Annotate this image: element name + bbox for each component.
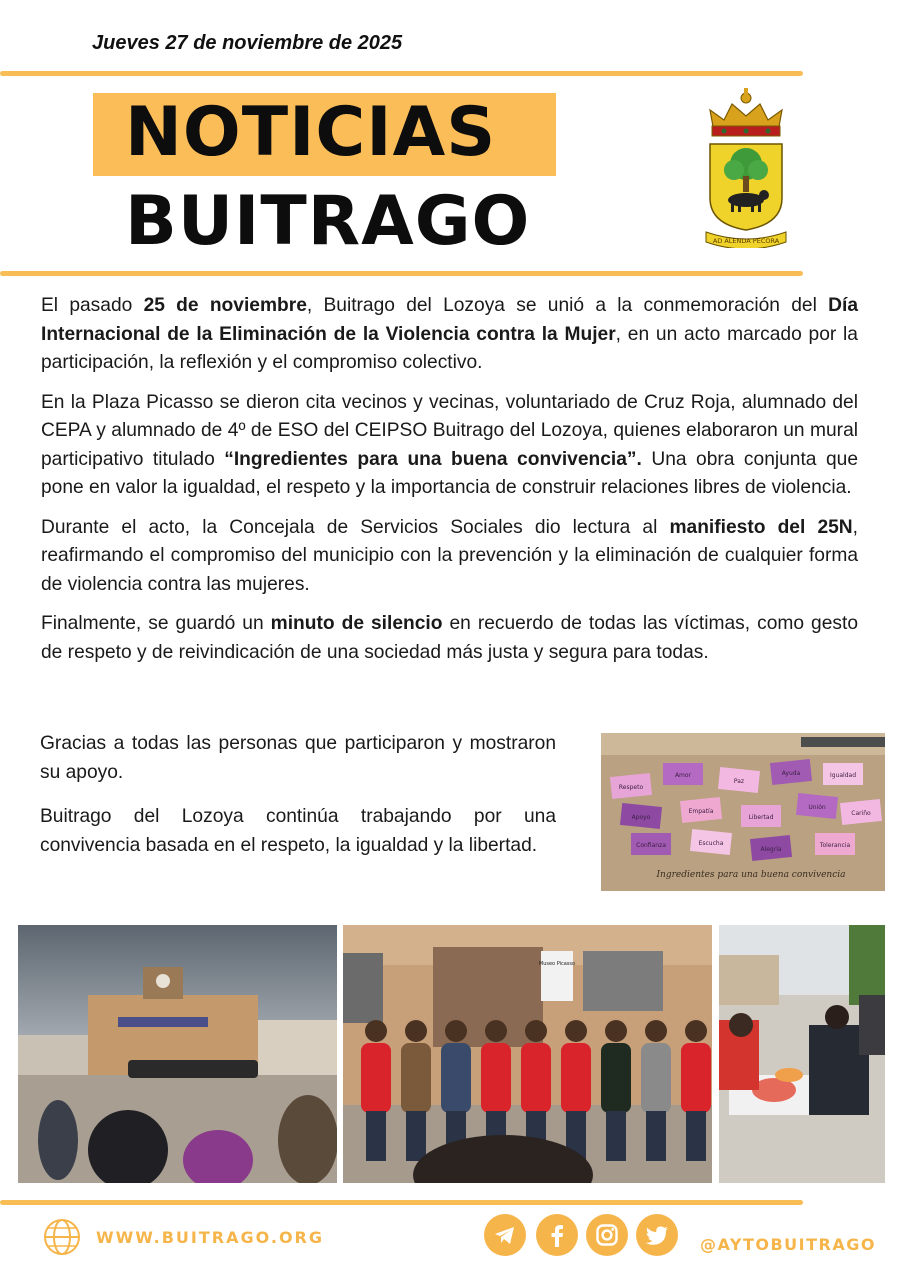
mural-note-text: Cariño [851,810,871,817]
text-run: El pasado [41,295,144,316]
mural-note-text: Paz [733,778,745,785]
mural-note-text: Escucha [698,840,724,847]
town-hall-photo [18,925,337,1183]
bold-text: manifiesto del 25N [669,516,853,538]
mural-note-text: Ayuda [781,770,801,777]
paragraph-mural [41,389,858,503]
newsletter-title-line1: NOTICIAS [125,93,497,172]
mural-note-text: Igualdad [829,772,857,779]
bold-text: Día Internacional de la Eliminación de la Violencia contra la Mujer [41,295,858,345]
mural-note-text: Alegría [760,846,782,853]
bold-text: 25 de noviembre [143,295,307,316]
town-coat-of-arms [700,86,792,248]
person-figure [681,1043,711,1113]
mural-note-text: Empatía [688,808,714,815]
manifesto-reading-photo [343,925,712,1183]
text-run: , en un acto marcado por la participación, la reflexión y el compromiso colectivo. [41,323,858,373]
museum-sign: Museo Picasso [538,961,576,967]
text-run: Finalmente, se guardó un [41,613,271,634]
mural-caption: Ingredientes para una buena convivencia [656,870,846,880]
paragraph-intro [41,292,858,378]
mural-photo [601,733,885,891]
person-figure [521,1043,551,1113]
person-figure [401,1043,431,1113]
person-figure [441,1043,471,1113]
mural-note-text: Libertad [748,814,774,821]
top-divider [0,71,803,76]
text-run: , Buitrago del Lozoya se unió a la conmemoración del [306,295,829,316]
paragraph-thanks: Gracias a todas las personas que participaron y mostraron su apoyo. [40,733,556,783]
person-figure [601,1043,631,1113]
footer-divider [0,1200,803,1205]
person-figure [561,1043,591,1113]
text-run: , reafirmando el compromiso del municipio con la prevención y la eliminación de cualquier forma de violencia contra las mujeres. [41,516,858,595]
text-run: en recuerdo de todas las víctimas, como gesto de respeto y de reivindicación de una sociedad más justa y segura para todas. [41,613,858,663]
mural-note-text: Tolerancia [819,842,851,849]
website-link[interactable]: WWW.BUITRAGO.ORG [96,1228,324,1247]
bold-text: “Ingredientes para una buena convivencia”. [224,448,642,470]
instagram-icon[interactable] [586,1214,628,1256]
text-run: Durante el acto, la Concejala de Servicios Sociales dio lectura al [41,516,670,538]
article-body [41,292,858,678]
workshop-table-photo [719,925,885,1183]
crest-motto: AD ALENDA PECORA [712,237,780,245]
mural-note-text: Confianza [636,842,666,849]
mural-note-text: Amor [674,772,692,779]
header-divider [0,271,803,276]
person-figure [641,1043,671,1113]
person-figure [361,1043,391,1113]
mural-note-text: Apoyo [631,814,651,821]
person-figure [481,1043,511,1113]
paragraph-silence [41,610,858,667]
mural-note-text: Respeto [618,784,644,791]
telegram-icon[interactable] [484,1214,526,1256]
social-handle[interactable]: @AYTOBUITRAGO [700,1235,876,1254]
text-run: En la Plaza Picasso se dieron cita vecinos y vecinas, voluntariado de Cruz Roja, alumnado del CEPA y alumnado de 4º de ESO del CEIPSO Buitrago del Lozoya, quienes elaboraron un mural participativo titulado [41,391,858,470]
paragraph-manifesto [41,514,858,600]
mural-note-text: Unión [808,804,826,811]
text-run: Una obra conjunta que pone en valor la igualdad, el respeto y la importancia de construir relaciones libres de violencia. [41,448,858,498]
newsletter-title-line2: BUITRAGO [125,182,531,261]
bold-text: minuto de silencio [270,613,443,634]
paragraph-commitment: Buitrago del Lozoya continúa trabajando por una convivencia basada en el respeto, la igualdad y la libertad. [40,806,556,856]
twitter-icon[interactable] [636,1214,678,1256]
facebook-icon[interactable] [536,1214,578,1256]
globe-icon [43,1218,81,1256]
article-closing [40,730,556,876]
issue-date: Jueves 27 de noviembre de 2025 [92,32,403,54]
